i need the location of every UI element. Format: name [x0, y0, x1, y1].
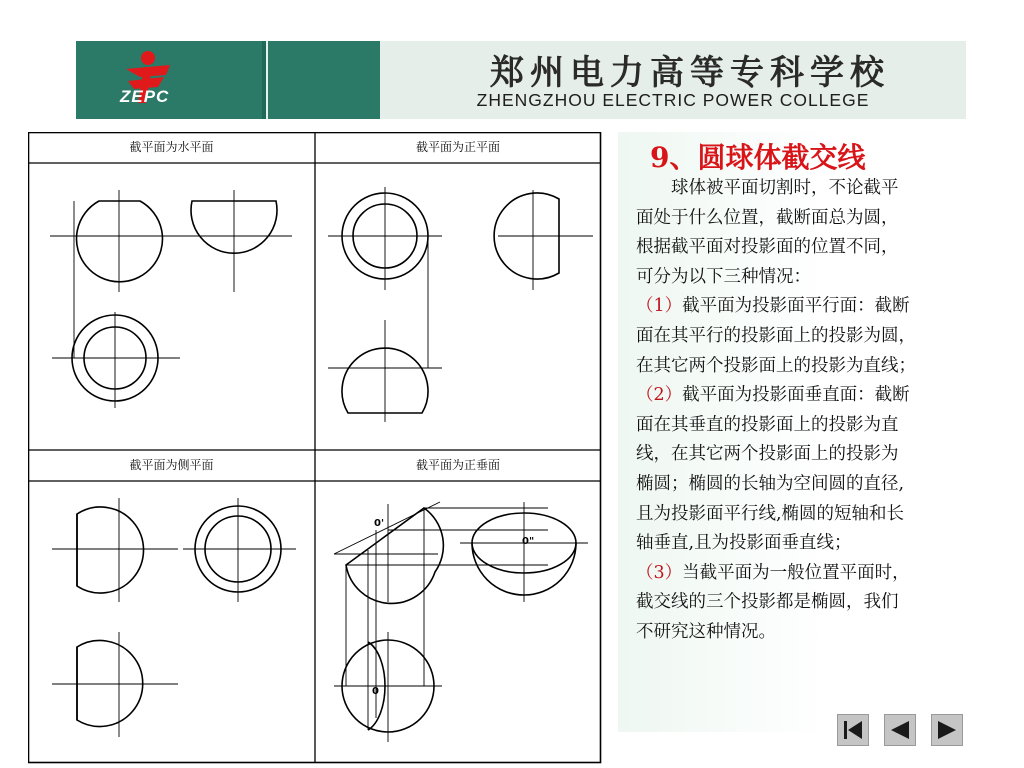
- case-3-line: 不研究这种情况。: [636, 621, 776, 642]
- case-2-line: 且为投影面平行线,椭圆的短轴和长: [636, 503, 905, 524]
- college-name-cn: 郑州电力高等专科学校: [490, 53, 890, 93]
- projection-drawings: [28, 132, 603, 764]
- college-name-panel: [380, 41, 966, 119]
- body-text: [636, 174, 996, 648]
- banner-spacer: [268, 41, 380, 119]
- next-slide-icon: [932, 715, 962, 745]
- point-label-front: 0': [374, 518, 385, 529]
- case-2-line: [636, 381, 996, 411]
- case-2-line: 椭圆；椭圆的长轴为空间圆的直径,: [636, 473, 905, 494]
- case-1-line: [636, 292, 996, 322]
- prev-slide-button[interactable]: [884, 714, 916, 746]
- case-3-line: [636, 559, 996, 589]
- case-2-label: （2）: [636, 385, 683, 406]
- intro-line: 面处于什么位置，截断面总为圆，: [636, 207, 899, 228]
- intro-line: 根据截平面对投影面的位置不同，: [636, 237, 899, 258]
- prev-slide-icon: [885, 715, 915, 745]
- next-slide-button[interactable]: [931, 714, 963, 746]
- cell-title-inclined: 截平面为正垂面: [415, 458, 500, 472]
- intro-line: 球体被平面切割时，不论截平: [636, 178, 899, 198]
- case-2-text: 截平面为投影面垂直面：截断: [682, 385, 910, 406]
- case-3-label: （3）: [636, 562, 683, 583]
- case-1-line: 在其它两个投影面上的投影为直线；: [636, 355, 916, 376]
- case-3-text: 当截平面为一般位置平面时，: [682, 562, 910, 583]
- point-label-top: 0: [372, 686, 379, 697]
- sphere-section-figure: [28, 132, 603, 764]
- case-2-line: 面在其垂直的投影面上的投影为直: [636, 414, 899, 435]
- cell-title-frontal: 截平面为正平面: [415, 140, 500, 154]
- cell-title-profile: 截平面为侧平面: [129, 458, 214, 472]
- college-logo: [76, 41, 262, 119]
- case-1-text: 截平面为投影面平行面：截断: [682, 296, 910, 317]
- first-slide-button[interactable]: [837, 714, 869, 746]
- cell-title-horizontal: 截平面为水平面: [129, 140, 214, 154]
- case-3-line: 截交线的三个投影都是椭圆，我们: [636, 592, 899, 613]
- college-name-en: ZHENGZHOU ELECTRIC POWER COLLEGE: [476, 90, 870, 110]
- case-2-line: 线，在其它两个投影面上的投影为: [636, 444, 899, 465]
- case-1-label: （1）: [636, 296, 683, 317]
- case-1-line: 面在其平行的投影面上的投影为圆，: [636, 325, 916, 346]
- case-2-line: 轴垂直,且为投影面垂直线；: [636, 533, 852, 554]
- point-label-side: 0": [522, 536, 535, 547]
- explanation-panel: [618, 132, 998, 732]
- first-slide-icon: [838, 715, 868, 745]
- header-banner: [76, 41, 966, 119]
- intro-line: 可分为以下三种情况：: [636, 266, 811, 287]
- logo-text: ZEPC: [120, 87, 170, 106]
- section-title: 9、圆球体截交线: [650, 141, 866, 174]
